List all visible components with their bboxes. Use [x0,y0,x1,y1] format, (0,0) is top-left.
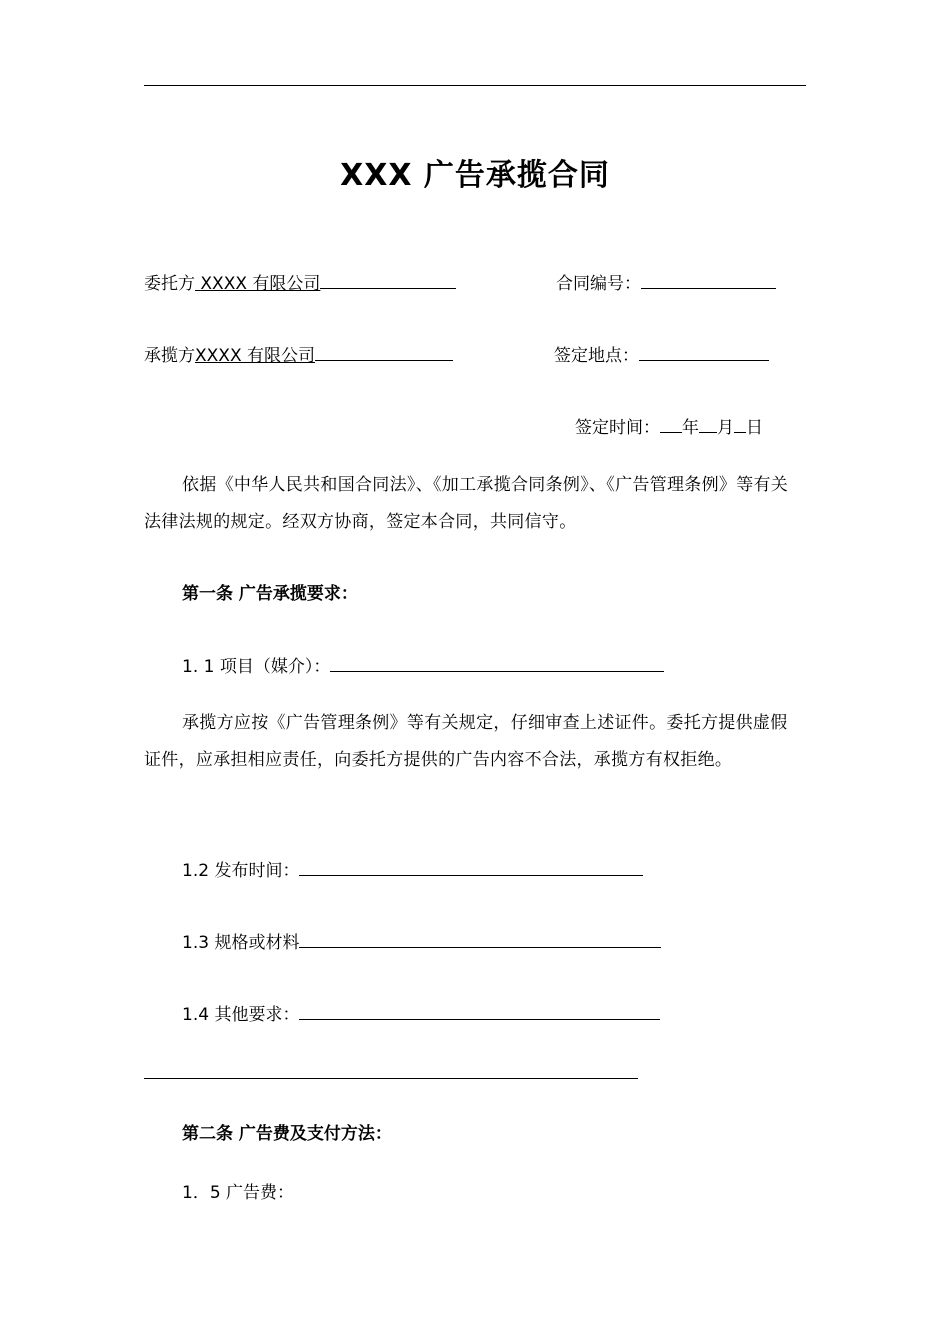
item3-label: 1.3 规格或材料 [182,933,300,953]
item4-continuation-blank [144,1078,638,1079]
sign-place-blank [639,342,769,361]
item3-blank [299,929,661,948]
contract-no-row [556,270,776,296]
item2-row [182,857,643,883]
article1-heading: 第一条 广告承揽要求： [182,584,358,604]
contractor-name-blank [315,342,453,361]
contractor-label: 承揽方 [144,346,195,366]
item4-label: 1.4 其他要求： [182,1005,300,1025]
sign-time-label: 签定时间： [575,418,660,438]
intro-paragraph: 依据《中华人民共和国合同法》、《加工承揽合同条例》、《广告管理条例》等有关法律法规的规定。经双方协商，签定本合同，共同信守。 [144,475,789,532]
document-title: XXX 广告承揽合同 [340,158,610,193]
header-rule [144,85,806,86]
item4-blank [299,1001,660,1020]
day-blank [734,414,746,433]
sign-place-row [554,342,769,368]
item5-label: 1．5 广告费： [182,1183,295,1203]
item2-blank [299,857,643,876]
article1-paragraph: 承揽方应按《广告管理条例》等有关规定，仔细审查上述证件。委托方提供虚假证件，应承担相应责任，向委托方提供的广告内容不合法，承揽方有权拒绝。 [144,713,788,770]
contract-no-blank [641,270,776,289]
sign-place-label: 签定地点： [554,346,639,366]
item1-label: 1. 1 项目（媒介）： [182,657,331,677]
client-label: 委托方 [144,274,195,294]
item3-row [182,929,661,955]
item5-row [182,1181,294,1205]
sign-time-row [575,414,763,440]
client-name: XXXX 有限公司 [200,274,321,294]
client-name-blank [320,270,456,289]
month-label: 月 [717,418,734,438]
article2-heading: 第二条 广告费及支付方法： [182,1124,392,1144]
item2-label: 1.2 发布时间： [182,861,300,881]
year-blank [660,414,682,433]
month-blank [699,414,717,433]
contractor-name: XXXX 有限公司 [195,346,315,366]
client-row [144,270,456,296]
day-label: 日 [746,418,763,438]
year-label: 年 [682,418,699,438]
item1-blank [330,653,664,672]
item4-row [182,1001,660,1027]
item1-row [182,653,664,679]
contract-no-label: 合同编号： [556,274,641,294]
contractor-row [144,342,453,368]
